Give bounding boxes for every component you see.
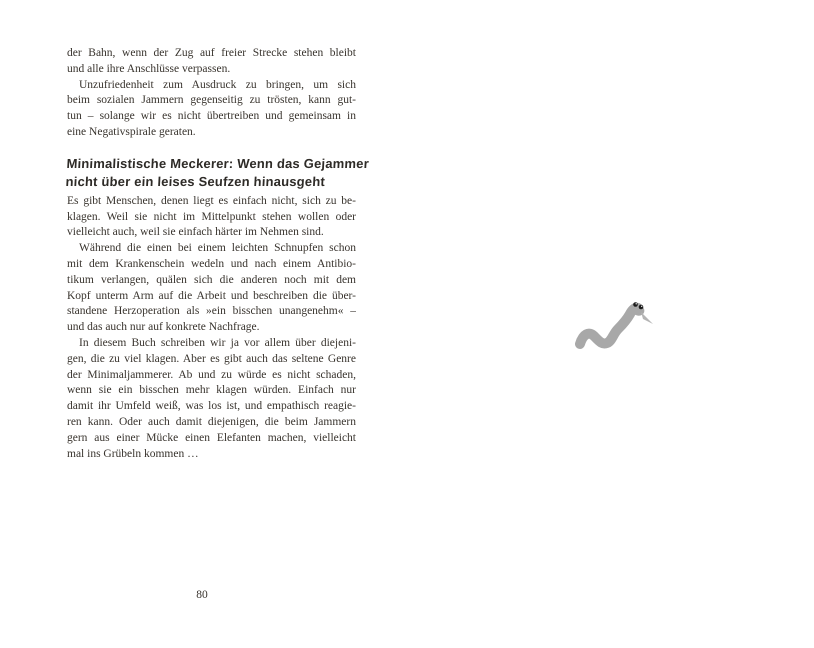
paragraph <box>67 78 356 141</box>
text-line: tikum verlangen, quälen sich die anderen noch mit dem <box>67 273 356 286</box>
text-line: Unzufriedenheit zum Ausdruck zu bringen, um sich <box>79 78 356 91</box>
page-number: 80 <box>196 589 208 601</box>
text-line: standene Herzoperation als »ein bisschen unangenehm« – <box>67 305 356 318</box>
text-line: gen, die zu viel klagen. Aber es gibt auch das seltene Genre <box>67 352 356 365</box>
paragraph <box>67 46 356 78</box>
worm-snout <box>641 312 653 324</box>
paragraph <box>67 336 356 462</box>
section-heading <box>65 155 370 191</box>
paragraph <box>67 241 356 336</box>
worm-eye-highlight-right <box>641 306 642 307</box>
worm-eye-right <box>639 305 644 310</box>
text-line: In diesem Buch schreiben wir ja vor allem über diejeni- <box>79 336 356 349</box>
text-line: der Minimaljammerer. Ab und zu würde es nicht schaden, <box>67 368 356 381</box>
text-line: und das auch nur auf konkrete Nachfrage. <box>67 321 260 334</box>
text-line: mit dem Krankenschein wedeln und nach einem Antibio- <box>67 257 356 270</box>
text-line: damit ihr Umfeld weiß, was los ist, und empathisch reagie- <box>67 400 356 413</box>
text-line: wenn sie ein bisschen mehr klagen würden. Einfach nur <box>67 384 356 397</box>
section-heading-line: nicht über ein leises Seufzen hinausgeht <box>65 173 326 189</box>
text-line: vielleicht auch, weil sie einfach härter im Nehmen sind. <box>67 226 324 239</box>
text-line: mal ins Grübeln kommen … <box>67 447 199 460</box>
text-line: beim sozialen Jammern gegenseitig zu trösten, kann gut- <box>67 94 356 107</box>
paragraph <box>67 194 356 241</box>
worm-eye-left <box>633 302 638 307</box>
section-heading-line: Minimalistische Meckerer: Wenn das Gejammer <box>66 155 370 171</box>
worm-eye-highlight-left <box>636 303 637 304</box>
text-line: der Bahn, wenn der Zug auf freier Strecke stehen bleibt <box>67 47 356 59</box>
text-line: klagen. Weil sie nicht im Mittelpunkt stehen wollen oder <box>67 210 356 223</box>
text-line: gern aus einer Mücke einen Elefanten machen, vielleicht <box>67 431 356 444</box>
worm-illustration <box>575 298 655 353</box>
text-line: ren kann. Oder auch damit diejenigen, die beim Jammern <box>67 415 356 428</box>
text-line: Kopf unterm Arm auf die Arbeit und beschreiben die über- <box>67 289 356 302</box>
text-line: Während die einen bei einem leichten Schnupfen schon <box>79 242 356 255</box>
text-line: und alle ihre Anschlüsse verpassen. <box>67 62 231 75</box>
text-column <box>65 46 370 462</box>
text-line: eine Negativspirale geraten. <box>67 125 196 138</box>
text-line: tun – solange wir es nicht übertreiben und gemeinsam in <box>67 110 356 123</box>
worm-body <box>580 308 638 344</box>
text-line: Es gibt Menschen, denen liegt es einfach nicht, sich zu be- <box>67 194 356 207</box>
